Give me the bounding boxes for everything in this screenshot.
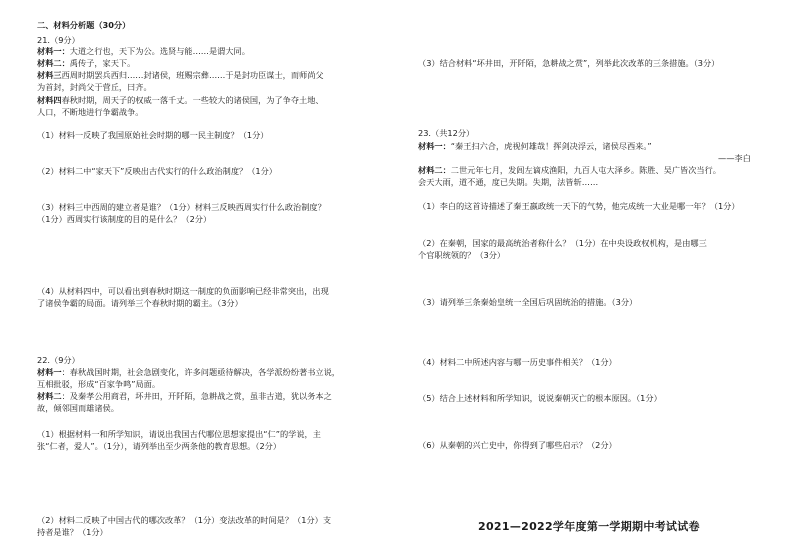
q22-sub-3: （3）结合材料“坏井田，开阡陌，急耕战之赏”，列举此次改革的三条措施。（3分） <box>418 58 720 68</box>
q22-m1-line1: ：春秋战国时期，社会急剧变化，许多问题亟待解决，各学派纷纷著书立说， <box>61 367 340 377</box>
q23-m2-label: 材料二： <box>418 165 451 175</box>
q22-m2-line2: 故，倾邻国而雄诸侯。 <box>37 403 119 413</box>
q21-m3-label: 材料三 <box>37 70 62 80</box>
q21-m3-line1: 西周时期罢兵西归……封诸侯，班赐宗彝……于是封功臣谋士，而师尚父 <box>61 70 324 80</box>
q22-sub-2-line1: （2）材料二反映了中国古代的哪次改革？（1分）变法改革的时间是？（1分）支 <box>37 515 332 525</box>
q22-m2-line1: ：及秦孝公用商君，坏井田，开阡陌，急耕战之赏，虽非古道，犹以务本之 <box>61 391 332 401</box>
q23-sub-2-line2: 个官职统领的？（3分） <box>418 250 506 260</box>
q23-m2-line2: 会天大雨，道不通，度已失期。失期，法皆斩…… <box>418 177 599 187</box>
q23-material-1 <box>418 141 652 152</box>
q22-number: 22.（9分） <box>37 355 80 365</box>
q21-m1-label: 材料一： <box>37 46 70 56</box>
q22-sub-1-line1: （1）根据材料一和所学知识，请说出我国古代哪位思想家提出“仁”的学说，主 <box>37 429 321 439</box>
q22-m1-label: 材料一 <box>37 367 62 377</box>
q21-number: 21.（9分） <box>37 35 80 45</box>
q22-material-2 <box>37 391 332 402</box>
q23-sub-2-line1: （2）在秦朝，国家的最高统治者称什么？（1分）在中央设政权机构，是由哪三 <box>418 238 707 248</box>
q23-sub-6: （6）从秦朝的兴亡史中，你得到了哪些启示？（2分） <box>418 440 617 450</box>
q22-material-1 <box>37 367 340 378</box>
q21-m4-line2: 人口，不断地进行争霸战争。 <box>37 107 144 117</box>
q23-material-2 <box>418 165 721 176</box>
q22-m2-label: 材料二 <box>37 391 62 401</box>
q21-sub-4-line1: （4）从材料四中，可以看出到春秋时期这一制度的负面影响已经非常突出，出现 <box>37 286 329 296</box>
q23-number: 23.（共12分） <box>418 128 475 138</box>
q21-sub-3-line2: （1分）西周实行该制度的目的是什么？（2分） <box>37 214 212 224</box>
q21-sub-1: （1）材料一反映了我国原始社会时期的哪一民主制度？（1分） <box>37 130 269 140</box>
q23-m1-text: “秦王扫六合，虎视何雄哉！挥剑决浮云，诸侯尽西来。” <box>450 141 652 151</box>
q21-m4-label: 材料四 <box>37 95 62 105</box>
q21-material-2 <box>37 58 135 69</box>
q21-sub-2: （2）材料二中“家天下”反映出古代实行的什么政治制度？（1分） <box>37 166 277 176</box>
q22-sub-2-line2: 持者是谁？（1分） <box>37 527 108 537</box>
q21-m4-line1: 春秋时期，周天子的权威一落千丈。一些较大的诸侯国，为了争夺土地、 <box>61 95 324 105</box>
q21-material-1 <box>37 46 250 57</box>
q21-m1-text: 大道之行也，天下为公。选贤与能……是谓大同。 <box>69 46 250 56</box>
q22-sub-1-line2: 张“仁者，爱人”。（1分），请列举出至少两条他的教育思想。（2分） <box>37 441 282 451</box>
q21-m2-label: 材料二： <box>37 58 70 68</box>
q21-sub-4-line2: 了诸侯争霸的局面。请列举三个春秋时期的霸主。（3分） <box>37 298 243 308</box>
section-heading: 二、材料分析题（30分） <box>37 20 131 30</box>
q23-sub-3: （3）请列举三条秦始皇统一全国后巩固统治的措施。（3分） <box>418 297 638 307</box>
q21-sub-3-line1: （3）材料三中西周的建立者是谁？（1分）材料三反映西周实行什么政治制度？ <box>37 202 326 212</box>
q23-m1-author: ——李白 <box>718 153 751 163</box>
q22-m1-line2: 互相批驳，形成“百家争鸣”局面。 <box>37 379 161 389</box>
q23-sub-1: （1）李白的这首诗描述了秦王嬴政统一天下的气势，他完成统一大业是哪一年？（1分） <box>418 201 740 211</box>
q21-m2-text: 禹传子，家天下。 <box>69 58 136 68</box>
q23-m2-line1: 二世元年七月，发闾左谪戍渔阳，九百人屯大泽乡。陈胜、吴广皆次当行。 <box>450 165 721 175</box>
q23-m1-label: 材料一： <box>418 141 451 151</box>
q23-sub-4: （4）材料二中所述内容与哪一历史事件相关？（1分） <box>418 357 617 367</box>
q21-m3-line2: 为首封，封尚父于营丘，曰齐。 <box>37 82 152 92</box>
exam-title-footer: 2021—2022学年度第一学期期中考试试卷 <box>478 520 700 533</box>
q21-material-3 <box>37 70 324 81</box>
q21-material-4 <box>37 95 324 106</box>
q23-sub-5: （5）结合上述材料和所学知识，说说秦朝灭亡的根本原因。（1分） <box>418 393 662 403</box>
